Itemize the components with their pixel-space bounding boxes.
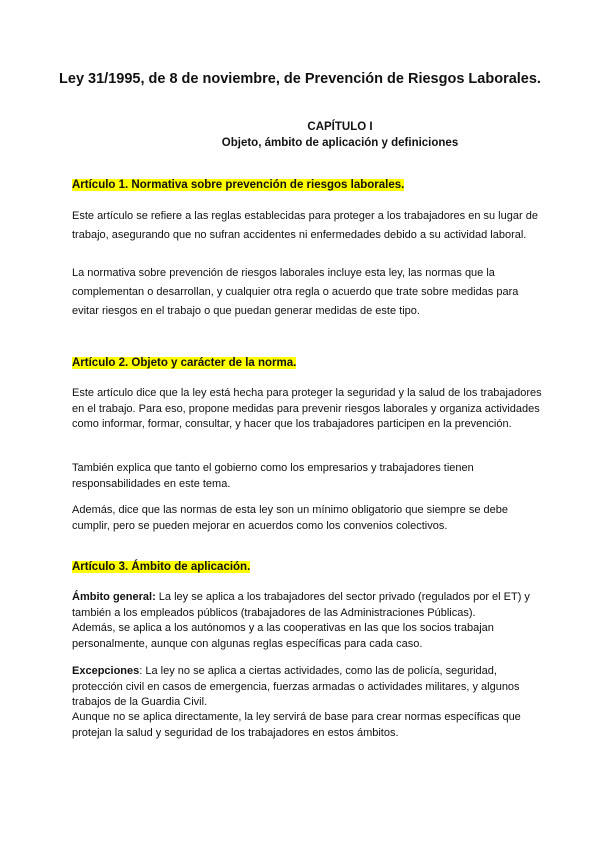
article-2-heading [72, 357, 296, 369]
article-2-paragraph-1: Este artículo dice que la ley está hecha para proteger la seguridad y la salud de los trabajadores en el trabajo. Para eso, propone medidas para prevenir riesgos laborales y organiza actividades como informar, formar, consultar, y hacer que los trabajadores participen en la prevención. [72, 387, 542, 430]
article-3-exceptions-paragraph [72, 664, 542, 711]
general-scope-text: La ley se aplica a los trabajadores del sector privado (regulados por el ET) y también a los empleados públicos (trabajadores de las Administraciones Públicas). [72, 591, 530, 619]
article-1-heading [72, 179, 404, 191]
article-3-general-paragraph [72, 590, 542, 621]
article-3-general-extra: Además, se aplica a los autónomos y a las cooperativas en las que los socios trabajan personalmente, aunque con algunas reglas específicas para cada caso. [72, 622, 494, 650]
exceptions-label: Excepciones [72, 665, 140, 677]
document-title: Ley 31/1995, de 8 de noviembre, de Prevención de Riesgos Laborales. [59, 71, 541, 87]
article-1-paragraph-1: Este artículo se refiere a las reglas establecidas para proteger a los trabajadores en su lugar de trabajo, asegurando que no sufran accidentes ni enfermedades debido a su actividad laboral. [72, 210, 538, 241]
exceptions-text: : La ley no se aplica a ciertas actividades, como las de policía, seguridad, protección civil en casos de emergencia, fuerzas armadas o actividades militares, y algunos trabajos de la Guardia Civil. [72, 665, 520, 708]
article-3-heading-text: Artículo 3. Ámbito de aplicación. [72, 561, 251, 573]
article-1-heading-text: Artículo 1. Normativa sobre prevención de riesgos laborales. [72, 179, 405, 191]
chapter-subtitle: Objeto, ámbito de aplicación y definiciones [221, 137, 459, 149]
general-scope-label: Ámbito general: [72, 591, 156, 603]
chapter-label: CAPÍTULO I [307, 121, 373, 133]
article-2-paragraph-3: Además, dice que las normas de esta ley son un mínimo obligatorio que siempre se debe cumplir, pero se pueden mejorar en acuerdos como los convenios colectivos. [72, 504, 508, 532]
article-3-heading [72, 561, 250, 573]
article-2-paragraph-2: También explica que tanto el gobierno como los empresarios y trabajadores tienen responsabilidades en este tema. [72, 462, 474, 490]
article-2-heading-text: Artículo 2. Objeto y carácter de la norma. [72, 357, 297, 369]
article-1-paragraph-2: La normativa sobre prevención de riesgos laborales incluye esta ley, las normas que la complementan o desarrollan, y cualquier otra regla o acuerdo que trate sobre medidas para evitar riesgos en el trabajo o que puedan generar medidas de este tipo. [72, 267, 519, 317]
article-3-exceptions-extra: Aunque no se aplica directamente, la ley servirá de base para crear normas específicas que protejan la salud y seguridad de los trabajadores en estos ámbitos. [72, 711, 521, 739]
